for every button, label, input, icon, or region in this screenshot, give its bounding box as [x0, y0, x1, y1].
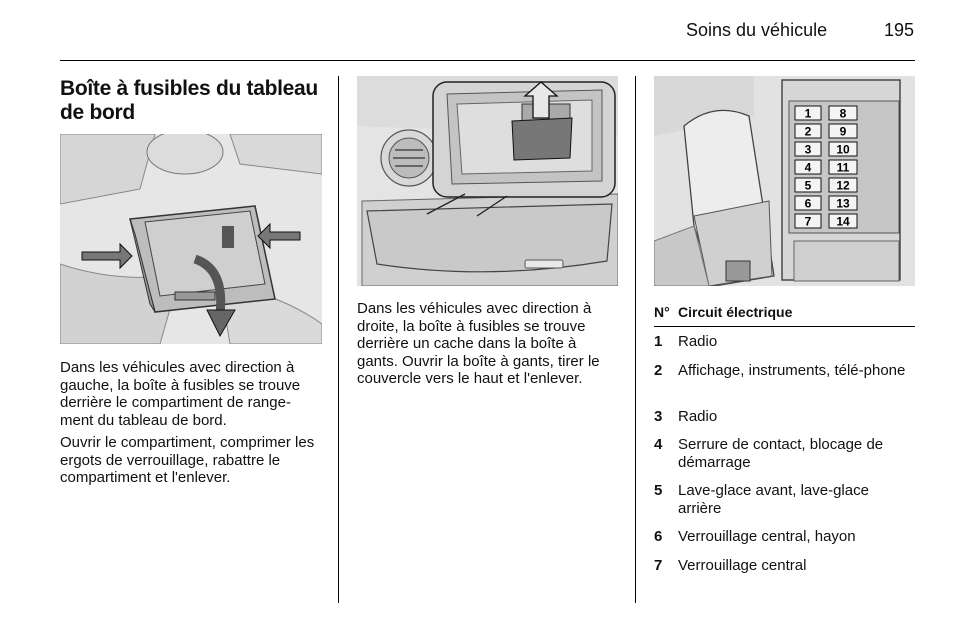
fuse-label-left: 2	[804, 124, 812, 139]
header-rule	[60, 60, 915, 61]
fuse-table-header	[654, 304, 915, 327]
figure-rhd-glovebox	[357, 76, 618, 286]
fuse-number: 1	[654, 333, 663, 350]
paragraph-rhd: Dans les véhicules avec direction à droite, la boîte à fusibles se trouve derrière un cache dans la boîte à gants. Ouvrir la boîte à gants, tirer le couvercle vers le haut et l'enlever.	[357, 300, 600, 387]
fuse-label-left: 3	[804, 142, 812, 157]
fuse-label-left: 1	[804, 106, 812, 121]
fuse-label-right: 12	[836, 178, 850, 193]
fuse-number: 5	[654, 482, 663, 499]
fuse-number: 7	[654, 557, 663, 574]
fuse-label-right: 14	[836, 214, 850, 229]
figure-lhd-dashboard-storage	[60, 134, 322, 344]
fuse-label-right: 13	[836, 196, 850, 211]
paragraph-open-compartment: Ouvrir le compartiment, comprimer les ergots de verrouillage, rabattre le compartiment et l'enlever.	[60, 434, 315, 486]
fuse-number: 4	[654, 436, 663, 453]
fuse-label-left: 7	[804, 214, 812, 229]
circuit-description: Verrouillage central, hayon	[678, 528, 856, 545]
column-header-number: N°	[654, 304, 670, 320]
fuse-label-right: 8	[839, 106, 847, 121]
fuse-label-left: 5	[804, 178, 812, 193]
fuse-number: 2	[654, 362, 663, 379]
paragraph-lhd: Dans les véhicules avec direction à gauche, la boîte à fusibles se trouve derrière le compartiment de range-ment du tableau de bord.	[60, 359, 301, 429]
running-header-title: Soins du véhicule	[686, 20, 828, 40]
circuit-description: Radio	[678, 333, 718, 350]
fuse-label-right: 10	[836, 142, 850, 157]
page-number: 195	[884, 20, 915, 40]
circuit-description: Verrouillage central	[678, 557, 807, 574]
fuse-number: 3	[654, 408, 663, 425]
column-header-circuit: Circuit électrique	[678, 304, 793, 320]
circuit-description: Affichage, instruments, télé-phone	[678, 362, 906, 379]
figure-fuse-box	[654, 76, 915, 286]
circuit-description: Lave-glace avant, lave-glace arrière	[678, 482, 869, 517]
section-title: Boîte à fusibles du tableau de bord	[60, 77, 318, 124]
circuit-description: Radio	[678, 408, 718, 425]
fuse-number: 6	[654, 528, 663, 545]
circuit-description: Serrure de contact, blocage de démarrage	[678, 436, 884, 471]
fuse-label-left: 4	[804, 160, 812, 175]
column-divider-right	[635, 76, 636, 603]
fuse-label-right: 11	[836, 160, 850, 175]
column-divider-left	[338, 76, 339, 603]
fuse-label-right: 9	[839, 124, 847, 139]
fuse-label-left: 6	[804, 196, 812, 211]
